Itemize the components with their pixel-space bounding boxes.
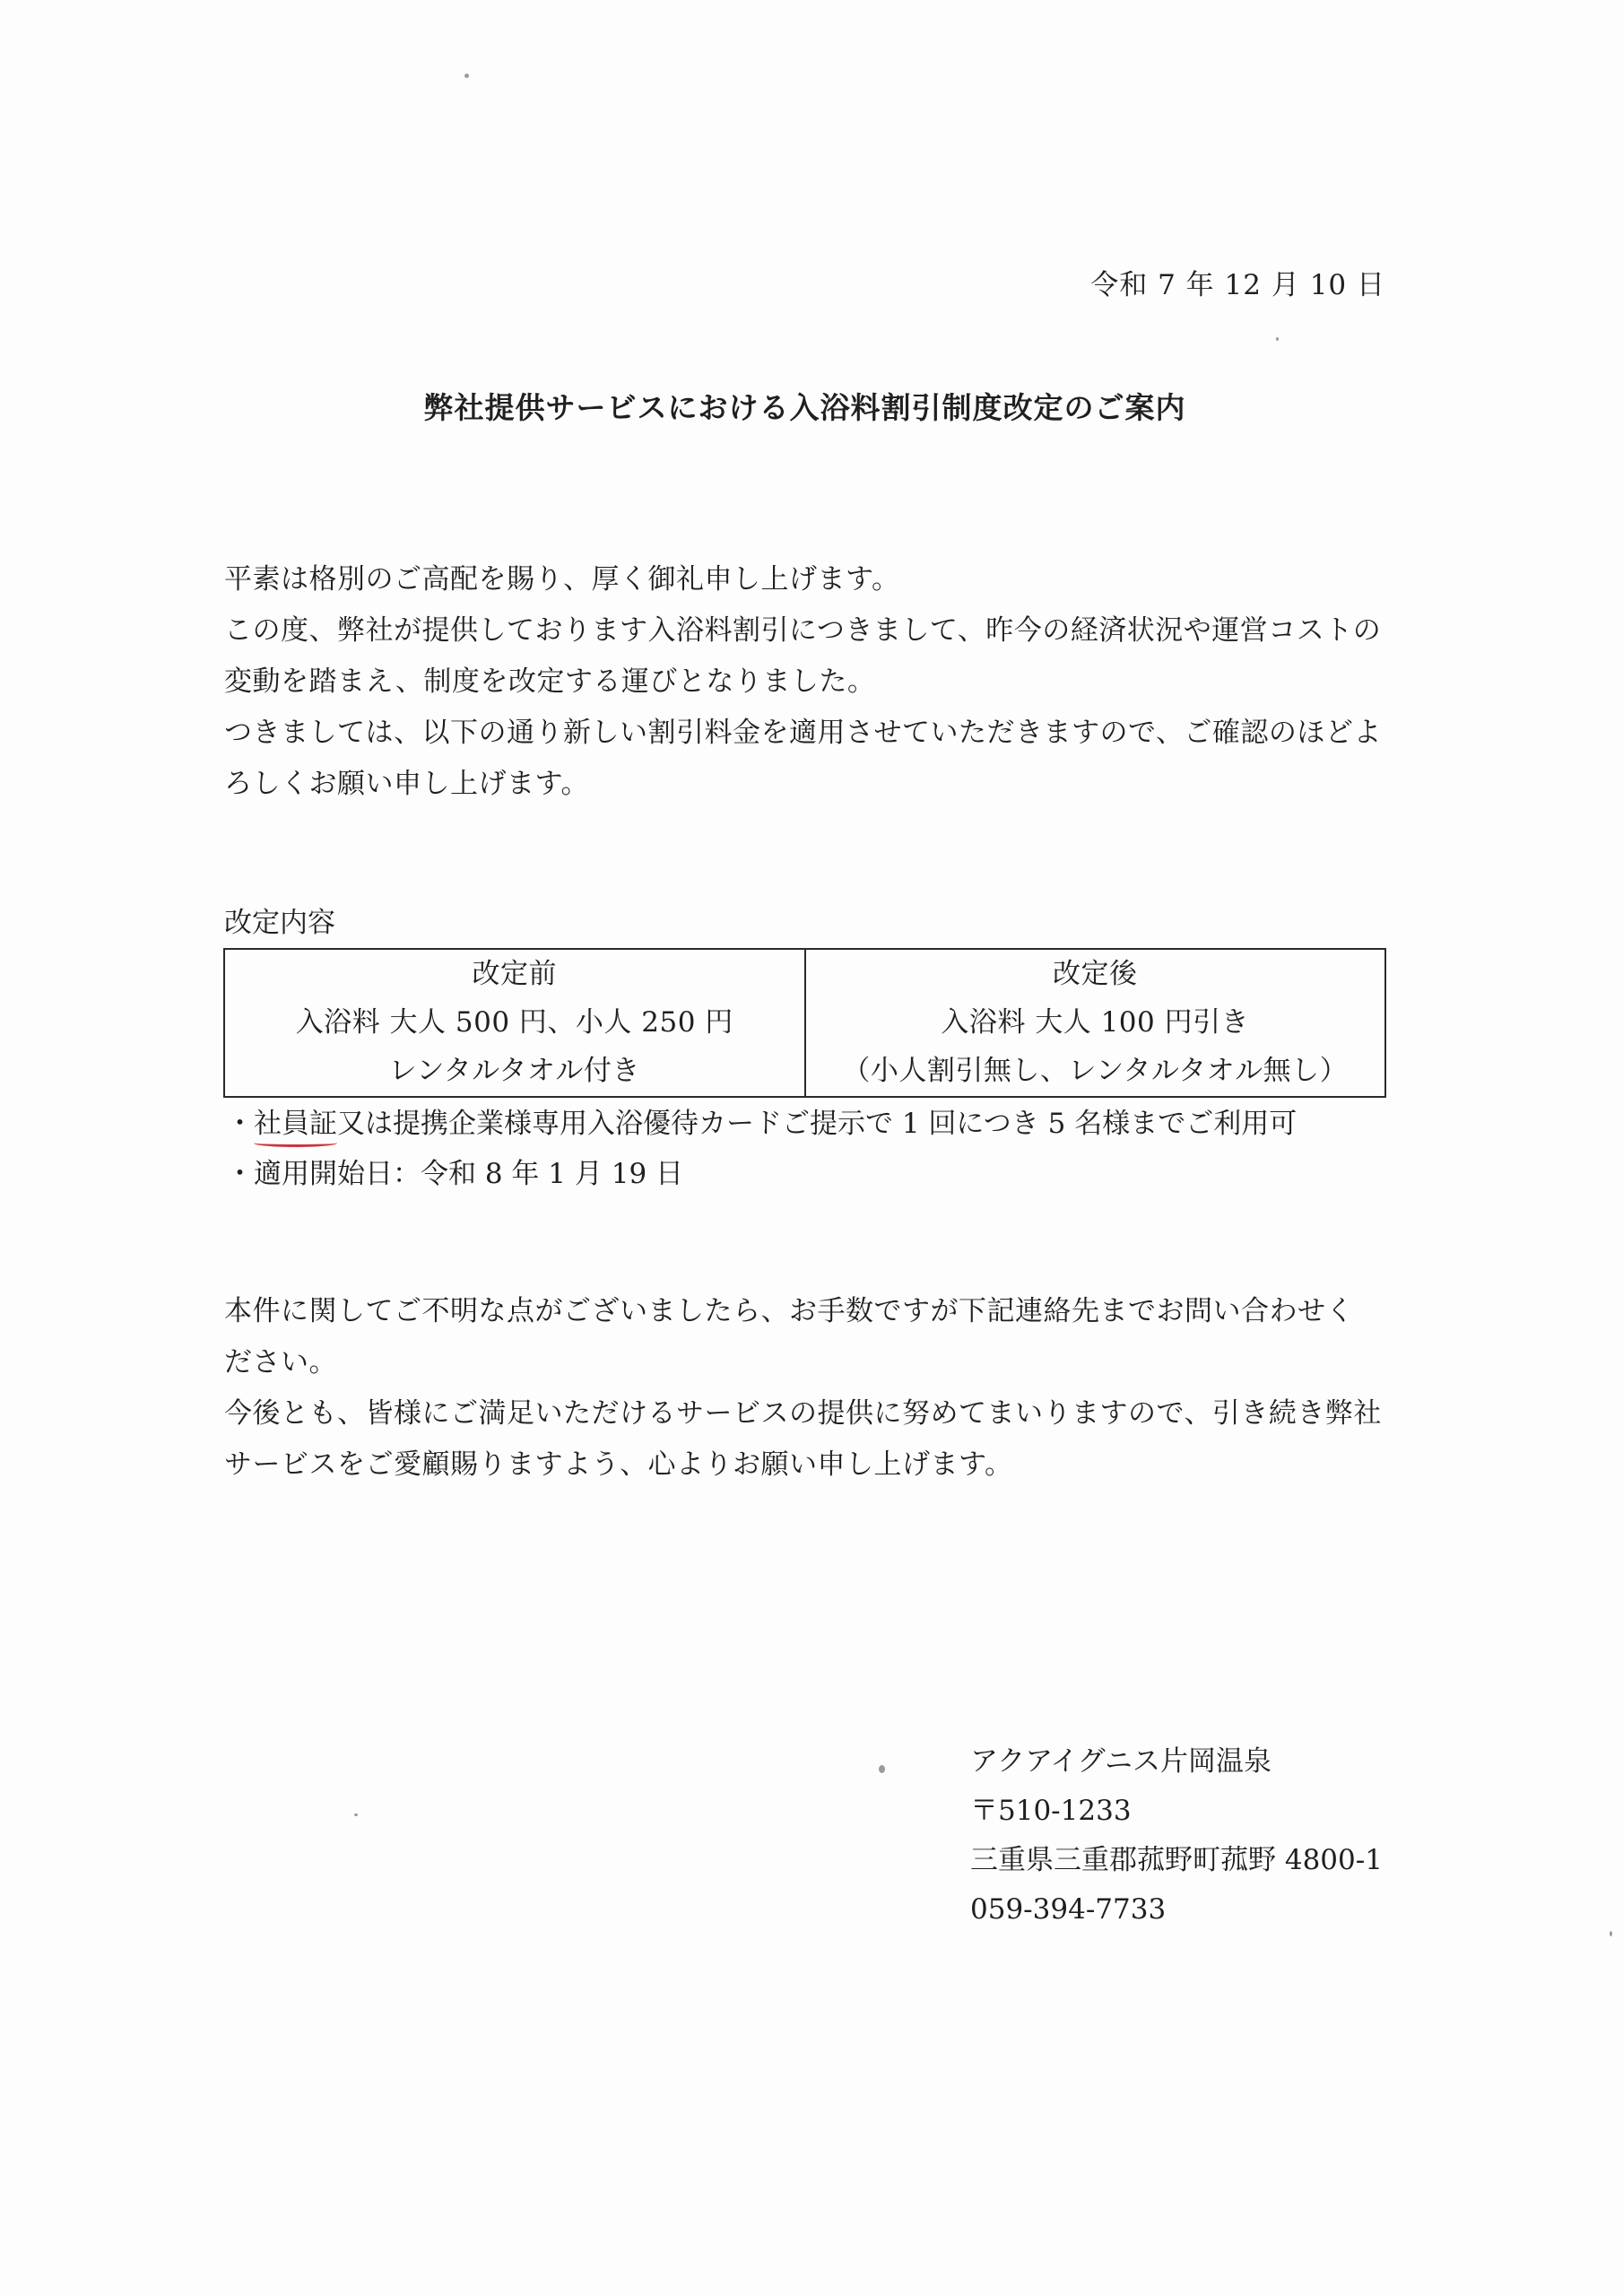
after-price: 入浴料 大人 100 円引き xyxy=(941,1006,1250,1039)
scan-speck xyxy=(879,1765,885,1773)
bullet: ・ xyxy=(226,1108,254,1140)
scan-speck xyxy=(1610,1931,1612,1936)
intro-line: 変動を踏まえ、制度を改定する運びとなりました。 xyxy=(224,665,876,698)
after-column xyxy=(805,949,1386,1097)
intro-line: 平素は格別のご高配を賜り、厚く御礼申し上げます。 xyxy=(224,563,900,596)
revision-table xyxy=(223,948,1386,1098)
before-header: 改定前 xyxy=(472,958,557,990)
note-usage-text: 又は提携企業様専用入浴優待カードご提示で 1 回につき 5 名様までご利用可 xyxy=(337,1108,1298,1140)
closing-paragraph xyxy=(224,1286,1390,1491)
before-column xyxy=(224,949,805,1097)
letter-date: 令和 7 年 12 月 10 日 xyxy=(1090,269,1385,301)
scan-speck xyxy=(1276,337,1279,341)
closing-line: ださい。 xyxy=(224,1346,337,1378)
letter-title: 弊社提供サービスにおける入浴料割引制度改定のご案内 xyxy=(423,390,1186,425)
before-towel: レンタルタオル付き xyxy=(388,1055,640,1087)
sender-block xyxy=(970,1737,1383,1935)
before-price: 入浴料 大人 500 円、小人 250 円 xyxy=(295,1006,733,1039)
closing-line: 今後とも、皆様にご満足いただけるサービスの提供に努めてまいりますので、引き続き弊社 xyxy=(224,1397,1382,1430)
sender-address: 三重県三重郡菰野町菰野 4800-1 xyxy=(970,1844,1383,1876)
employee-id-underlined: 社員証 xyxy=(254,1099,337,1149)
intro-line: この度、弊社が提供しております入浴料割引につきまして、昨今の経済状況や運営コストの xyxy=(224,614,1382,647)
revision-section-label: 改定内容 xyxy=(224,907,335,939)
after-header: 改定後 xyxy=(1053,958,1138,990)
scan-speck xyxy=(354,1813,358,1816)
note-start-date: ・適用開始日：令和 8 年 1 月 19 日 xyxy=(226,1158,684,1190)
table-row xyxy=(224,949,1385,1097)
sender-phone: 059-394-7733 xyxy=(970,1893,1167,1926)
closing-line: 本件に関してご不明な点がございましたら、お手数ですが下記連絡先までお問い合わせく xyxy=(224,1295,1354,1327)
intro-line: ろしくお願い申し上げます。 xyxy=(224,768,590,800)
sender-name: アクアイグニス片岡温泉 xyxy=(970,1745,1272,1778)
after-conditions: （小人割引無し、レンタルタオル無し） xyxy=(842,1055,1349,1087)
note-usage xyxy=(226,1099,1297,1149)
intro-paragraph xyxy=(224,554,1390,810)
sender-postal: 〒510-1233 xyxy=(970,1795,1132,1827)
intro-line: つきましては、以下の通り新しい割引料金を適用させていただきますので、ご確認のほどよ xyxy=(224,717,1382,749)
scan-speck xyxy=(464,74,469,78)
closing-line: サービスをご愛顧賜りますよう、心よりお願い申し上げます。 xyxy=(224,1448,1013,1481)
revision-notes xyxy=(226,1099,1297,1199)
